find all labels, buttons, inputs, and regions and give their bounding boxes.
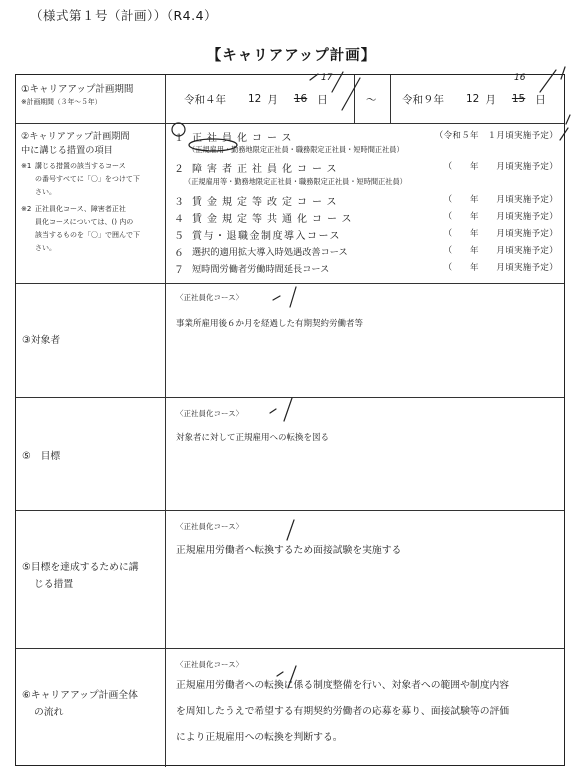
measures-label-cell — [16, 124, 166, 283]
course-item: ２ 障害者正社員化コース （ 年 月頃実施予定） — [174, 162, 558, 175]
course-2-subtypes: （正規雇用等・勤務地限定正社員・職務限定正社員・短時間正社員） — [184, 177, 407, 186]
goal-course-tag: 〈正社員化コース〉 — [176, 409, 244, 418]
plan-period-label: ①キャリアアップ計画期間 — [21, 84, 134, 95]
target-text: 事業所雇用後６か月を経過した有期契約労働者等 — [176, 319, 364, 329]
note-line: ※1 講じる措置の該当するコース — [21, 162, 126, 170]
plan-period-label-cell — [16, 75, 166, 123]
period-divider-left — [354, 75, 355, 123]
course-item: ４ 賃金規定等共通化コース （ 年 月頃実施予定） — [174, 212, 558, 225]
course-item: ７ 短時間労働者労働時間延長コース （ 年 月頃実施予定） — [174, 263, 558, 276]
target-value-cell — [166, 284, 564, 397]
goal-label-cell — [16, 398, 166, 510]
target-row — [16, 284, 564, 398]
plan-period-row — [16, 75, 564, 124]
course-1-subtypes: （正規雇用・勤務地限定正社員・職務限定正社員・短時間正社員） — [188, 145, 404, 154]
measures-row — [16, 124, 564, 284]
start-month: 12 — [248, 93, 262, 105]
start-day: 16 — [293, 93, 308, 105]
measures-notes — [16, 158, 165, 255]
start-date — [184, 75, 328, 123]
period-separator: 〜 — [366, 93, 377, 106]
plan-flow-line: により正規雇用への転換を判断する。 — [176, 732, 343, 743]
note-line: さい。 — [35, 188, 56, 196]
plan-flow-line: 正規雇用労働者への転換に係る制度整備を行い、対象者への範囲や制度内容 — [176, 680, 510, 691]
achievement-measures-course-tag: 〈正社員化コース〉 — [176, 522, 244, 531]
plan-flow-line: を周知したうえで希望する有期契約労働者の応募を募り、面接試験等の評価 — [176, 706, 510, 717]
measures-label-line-1: ②キャリアアップ計画期間 — [21, 131, 130, 142]
end-day-unit: 日 — [535, 93, 546, 106]
career-up-plan-form — [15, 74, 565, 766]
course-item: １ 正社員化コース （令和５年 １月頃実施予定） — [174, 131, 558, 144]
end-era: 令和９年 — [402, 93, 444, 106]
goal-text: 対象者に対して正規雇用への転換を図る — [176, 433, 330, 443]
plan-flow-row — [16, 649, 564, 767]
achievement-measures-text: 正規雇用労働者へ転換するため面接試験を実施する — [176, 545, 402, 556]
plan-period-value-cell — [166, 75, 564, 123]
plan-period-note: ※計画期間（３年〜５年） — [21, 98, 102, 106]
end-day-correction: 16 — [514, 73, 526, 83]
start-day-unit: 日 — [317, 93, 328, 106]
start-day-correction: 17 — [321, 73, 333, 83]
plan-flow-text — [176, 673, 554, 751]
measures-label — [16, 124, 165, 158]
goal-row — [16, 398, 564, 511]
goal-value-cell — [166, 398, 564, 510]
target-label-cell — [16, 284, 166, 397]
measures-courses-cell — [166, 124, 564, 283]
achievement-measures-label: ⑤目標を達成するために講 じる措置 — [22, 562, 139, 590]
end-month-unit: 月 — [485, 93, 496, 106]
target-label: ③対象者 — [22, 335, 61, 346]
achievement-measures-row — [16, 511, 564, 649]
note-line: ※2 正社員化コース、障害者正社 — [21, 205, 126, 213]
note-line: さい。 — [35, 244, 56, 252]
start-month-unit: 月 — [267, 93, 278, 106]
note-line: 員化コースについては、() 内の — [35, 218, 134, 226]
achievement-measures-label-cell — [16, 511, 166, 648]
course-item: ５ 賞与・退職金制度導入コース （ 年 月頃実施予定） — [174, 229, 558, 242]
plan-flow-label-cell — [16, 649, 166, 767]
target-course-tag: 〈正社員化コース〉 — [176, 293, 244, 302]
course-item: ３ 賃金規定等改定コース （ 年 月頃実施予定） — [174, 195, 558, 208]
note-line: の番号すべてに「〇」をつけて下 — [35, 175, 140, 183]
end-day: 15 — [511, 93, 526, 105]
plan-flow-label: ⑥キャリアアップ計画全体 の流れ — [22, 690, 138, 718]
plan-flow-course-tag: 〈正社員化コース〉 — [176, 660, 244, 669]
measures-label-line-2: 中に講じる措置の項目 — [21, 145, 113, 156]
course-item: ６ 選択的適用拡大導入時処遇改善コース （ 年 月頃実施予定） — [174, 246, 558, 259]
goal-label: ⑤ 目標 — [22, 451, 61, 462]
form-number-note: （様式第１号（計画））（R4.4） — [30, 8, 218, 23]
start-era: 令和４年 — [184, 93, 226, 106]
achievement-measures-value-cell — [166, 511, 564, 648]
period-divider-right — [390, 75, 391, 123]
document-title: 【キャリアアップ計画】 — [206, 48, 377, 64]
note-line: 該当するものを「〇」で囲んで下 — [35, 231, 140, 239]
plan-flow-value-cell — [166, 649, 564, 767]
end-month: 12 — [466, 93, 480, 105]
